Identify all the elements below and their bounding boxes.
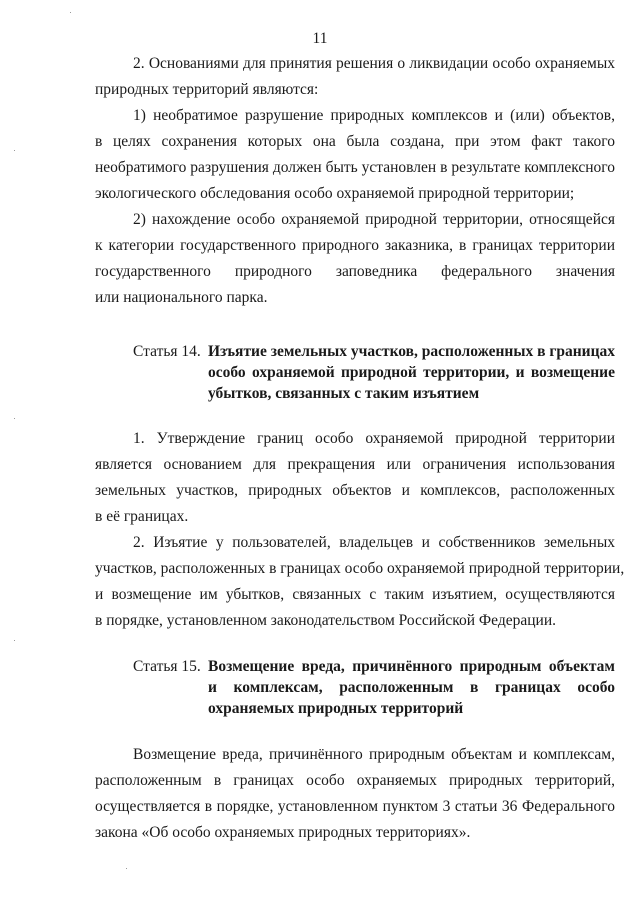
scan-speck [14, 418, 15, 419]
paragraph-line: в целях сохранения которых она была создана, при этом факт такого [95, 133, 615, 150]
article-14-title-line: особо охраняемой природной территории, и возмещение [208, 364, 615, 381]
scan-speck [70, 12, 71, 13]
paragraph-line: и возмещение им убытков, связанных с таким изъятием, осуществляются [95, 586, 615, 603]
paragraph-line: 1. Утверждение границ особо охраняемой природной территории [133, 430, 615, 447]
paragraph-line: в порядке, установленном законодательством Российской Федерации. [95, 612, 557, 629]
paragraph-line: экологического обследования особо охраняемой природной территории; [95, 185, 575, 202]
paragraph-line: 2. Основаниями для принятия решения о ликвидации особо охраняемых [133, 55, 615, 72]
article-14-title-line: убытков, связанных с таким изъятием [208, 385, 480, 402]
paragraph-line: государственного природного заповедника федерального значения [95, 263, 615, 280]
article-15-title-line: охраняемых природных территорий [208, 700, 464, 717]
scan-speck [14, 640, 15, 641]
paragraph-line: природных территорий являются: [95, 81, 319, 98]
paragraph-line: закона «Об особо охраняемых природных территориях». [95, 824, 471, 841]
article-15-label: Статья 15. [133, 658, 201, 675]
paragraph-line: 2. Изъятие у пользователей, владельцев и собственников земельных [133, 534, 615, 551]
paragraph-line: к категории государственного природного заказника, в границах территории [95, 237, 615, 254]
paragraph-line: является основанием для прекращения или ограничения использования [95, 456, 615, 473]
scan-speck [14, 150, 15, 151]
paragraph-line: 2) нахождение особо охраняемой природной территории, относящейся [133, 211, 615, 228]
paragraph-line: необратимого разрушения должен быть установлен в результате комплексного [95, 159, 615, 176]
scan-speck [126, 868, 127, 869]
page-number: 11 [312, 30, 328, 47]
paragraph-line: или национального парка. [95, 289, 268, 306]
article-14-label: Статья 14. [133, 343, 201, 360]
article-15-title-line: Возмещение вреда, причинённого природным объектам [208, 658, 615, 675]
paragraph-line: Возмещение вреда, причинённого природным объектам и комплексам, [133, 746, 615, 763]
paragraph-line: осуществляется в порядке, установленном пунктом 3 статьи 36 Федерального [95, 798, 615, 815]
paragraph-line: расположенным в границах особо охраняемых природных территорий, [95, 772, 615, 789]
article-15-title-line: и комплексам, расположенным в границах особо [208, 679, 615, 696]
paragraph-line: 1) необратимое разрушение природных комплексов и (или) объектов, [133, 107, 615, 124]
paragraph-line: участков, расположенных в границах особо охраняемой природной территории, [95, 560, 625, 577]
article-14-title-line: Изъятие земельных участков, расположенных в границах [208, 343, 616, 360]
paragraph-line: в её границах. [95, 508, 189, 525]
paragraph-line: земельных участков, природных объектов и комплексов, расположенных [95, 482, 615, 499]
